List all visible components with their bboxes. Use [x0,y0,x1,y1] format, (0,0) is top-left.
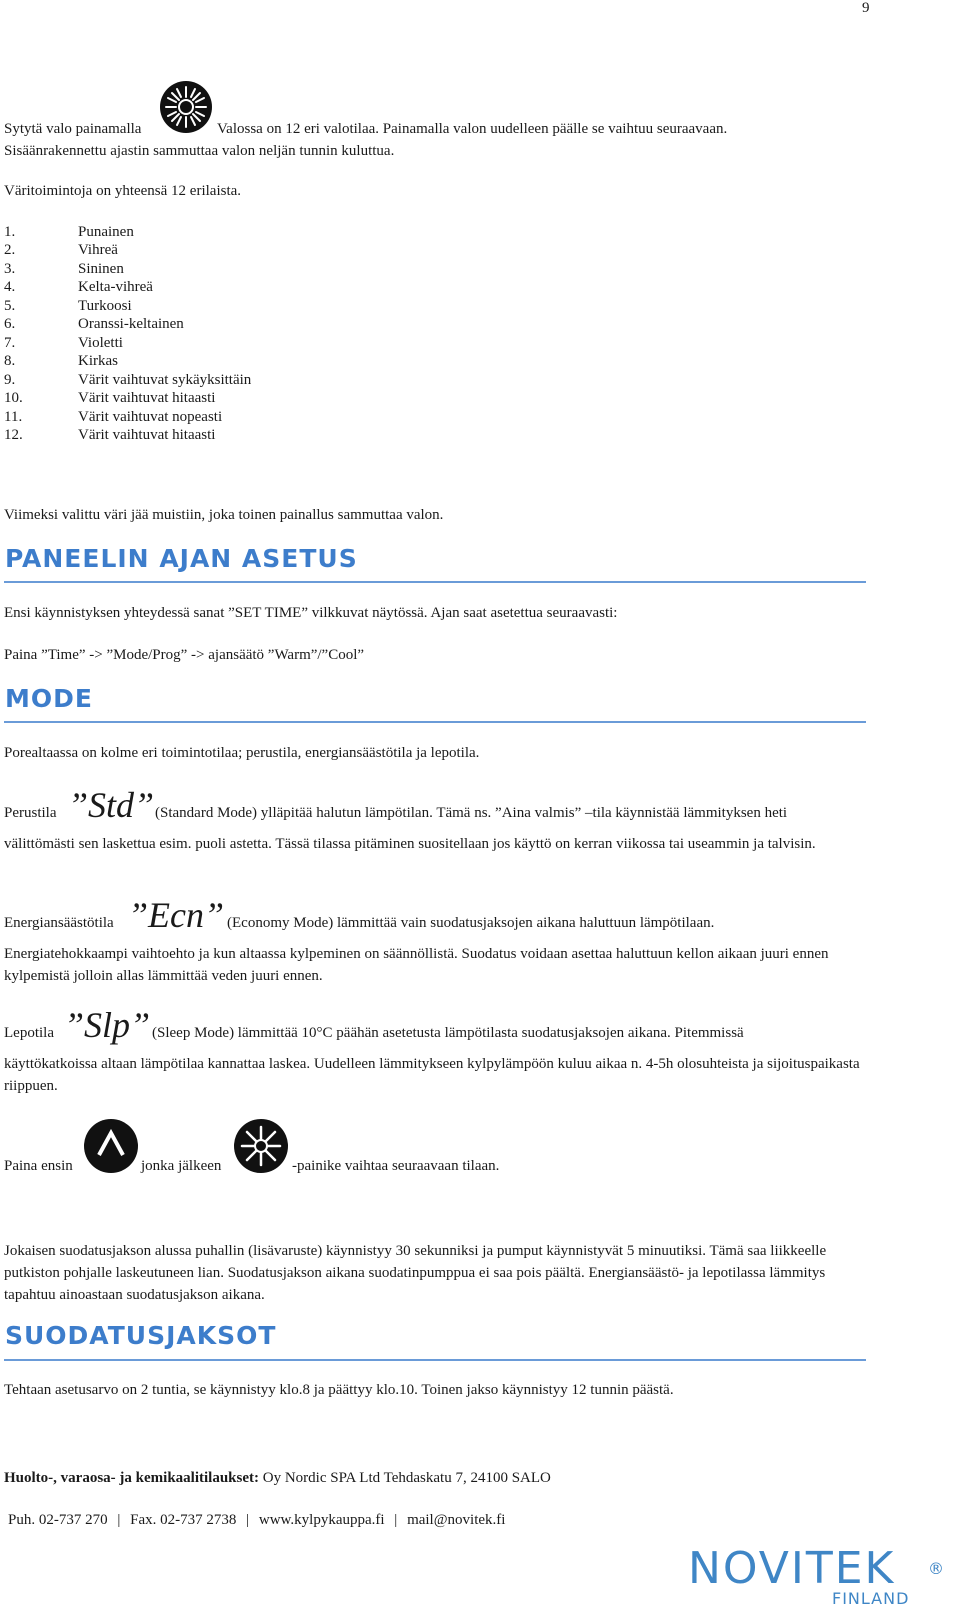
ecn-label: Energiansäästötila [4,915,114,931]
slp-description-continued: käyttökatkoissa altaan lämpötilaa kannattaa laskea. Uudelleen lämmitykseen kylpylämpöön kuluu aikaa n. 4-5h olosuhteista ja sijoituspaikasta riippuen. [4,1056,860,1094]
footer-fax: Fax. 02-737 2738 [130,1512,237,1528]
ecn-description-continued: Energiatehokkaampi vaihtoehto ja kun altaassa kylpeminen on säännöllistä. Suodatus voidaan asettaa haluttuun kellon aikaan juuri ennen kylpemistä jolloin allas lämmittää veden juuri ennen. [4,946,829,984]
list-item: Oranssi-keltainen [78,316,184,332]
std-description: (Standard Mode) ylläpitää halutun lämpötilan. Tämä ns. ”Aina valmis” –tila käynnistää lämmityksen heti [155,805,788,821]
footer-company: Oy Nordic SPA Ltd Tehdaskatu 7, 24100 SALO [259,1470,551,1486]
footer-separator: | [117,1512,121,1528]
list-item-number: 6. [4,316,16,332]
footer-email-link[interactable]: mail@novitek.fi [407,1512,506,1528]
time-paragraph-2: Paina ”Time” -> ”Mode/Prog” -> ajansäätö ”Warm”/”Cool” [4,647,365,663]
press-first-text: Paina ensin [4,1158,73,1174]
list-item: Kelta-vihreä [78,279,153,295]
list-item: Vihreä [78,242,118,258]
list-item-number: 5. [4,298,16,314]
color-intro: Väritoimintoja on yhteensä 12 erilaista. [4,183,242,199]
page-number: 9 [862,0,870,16]
intro-line1-after: Valossa on 12 eri valotilaa. Painamalla valon uudelleen päälle se vaihtuu seuraavaan. [217,121,728,137]
list-item: Värit vaihtuvat hitaasti [78,427,216,443]
list-item-number: 7. [4,335,16,351]
section-heading-mode: MODE [5,684,93,713]
footer-contacts [8,1512,505,1529]
list-item: Värit vaihtuvat hitaasti [78,390,216,406]
ecn-description: (Economy Mode) lämmittää vain suodatusjaksojen aikana haluttuun lämpötilaan. [227,915,715,931]
footer-separator: | [246,1512,250,1528]
list-item-number: 10. [4,390,23,406]
section-heading-filter: SUODATUSJAKSOT [5,1321,277,1350]
list-item: Punainen [78,224,134,240]
list-item-number: 8. [4,353,16,369]
asterisk-burst-icon [234,1119,288,1173]
footer-phone: Puh. 02-737 270 [8,1512,108,1528]
press-then-text: jonka jälkeen [141,1158,222,1174]
footer-web-link[interactable]: www.kylpykauppa.fi [258,1512,385,1528]
filter-note: Jokaisen suodatusjakson alussa puhallin (lisävaruste) käynnistyy 30 sekunniksi ja pumput käynnistyvät 5 minuutiksi. Tämä saa liikkeelle putkiston pohjalle laskeutuneen lian. Suodatusjakson aikana suodatinpumppua ei saa pois päältä. Energiansäästö- ja lepotilassa lämmitys tapahtuu ainoastaan suodatusjakson aikana. [4,1243,827,1303]
press-end-text: -painike vaihtaa seuraavaan tilaan. [292,1158,500,1174]
list-item: Sininen [78,261,124,277]
list-item-number: 1. [4,224,16,240]
mode-intro: Porealtaassa on kolme eri toimintotilaa; perustila, energiansäästötila ja lepotila. [4,745,480,761]
section-divider [4,1359,866,1361]
section-heading-time: PANEELIN AJAN ASETUS [5,544,358,573]
memory-note: Viimeksi valittu väri jää muistiin, joka toinen painallus sammuttaa valon. [4,507,444,523]
list-item-number: 4. [4,279,16,295]
footer-company-line [4,1470,551,1487]
light-burst-icon [160,81,212,133]
list-item-number: 12. [4,427,23,443]
footer-separator: | [394,1512,398,1528]
list-item: Kirkas [78,353,118,369]
list-item-number: 11. [4,409,23,425]
list-item: Violetti [78,335,123,351]
footer-bold: Huolto-, varaosa- ja kemikaalitilaukset: [4,1470,259,1486]
time-paragraph-1: Ensi käynnistyksen yhteydessä sanat ”SET TIME” vilkkuvat näytössä. Ajan saat asetettua seuraavasti: [4,605,618,621]
list-item-number: 3. [4,261,16,277]
filter-paragraph: Tehtaan asetusarvo on 2 tuntia, se käynnistyy klo.8 ja päättyy klo.10. Toinen jakso käynnistyy 12 tunnin päästä. [4,1382,674,1398]
logo-text: NOVITEK [688,1543,896,1594]
list-item-number: 9. [4,372,16,388]
slp-description: (Sleep Mode) lämmittää 10°C päähän asetetusta lämpötilasta suodatusjaksojen aikana. Pitemmissä [152,1025,744,1041]
intro-line1-before: Sytytä valo painamalla [4,121,142,137]
list-item: Värit vaihtuvat nopeasti [78,409,223,425]
slp-code: ”Slp” [64,1005,151,1045]
std-label: Perustila [4,805,57,821]
std-description-continued: välittömästi sen laskettua esim. puoli astetta. Tässä tilassa pitäminen suositellaan jos käyttö on kerran viikossa tai useammin ja talvisin. [4,836,816,852]
list-item: Turkoosi [78,298,132,314]
list-item-number: 2. [4,242,16,258]
logo-subtitle: FINLAND [832,1589,910,1608]
intro-line2: Sisäänrakennettu ajastin sammuttaa valon neljän tunnin kuluttua. [4,143,395,159]
slp-label: Lepotila [4,1025,54,1041]
section-divider [4,721,866,723]
std-code: ”Std” [68,785,155,825]
list-item: Värit vaihtuvat sykäyksittäin [78,372,252,388]
section-divider [4,581,866,583]
novitek-logo [688,1543,950,1613]
chevron-up-icon [84,1119,138,1173]
ecn-code: ”Ecn” [128,895,225,935]
logo-registered-mark: ® [928,1559,944,1578]
